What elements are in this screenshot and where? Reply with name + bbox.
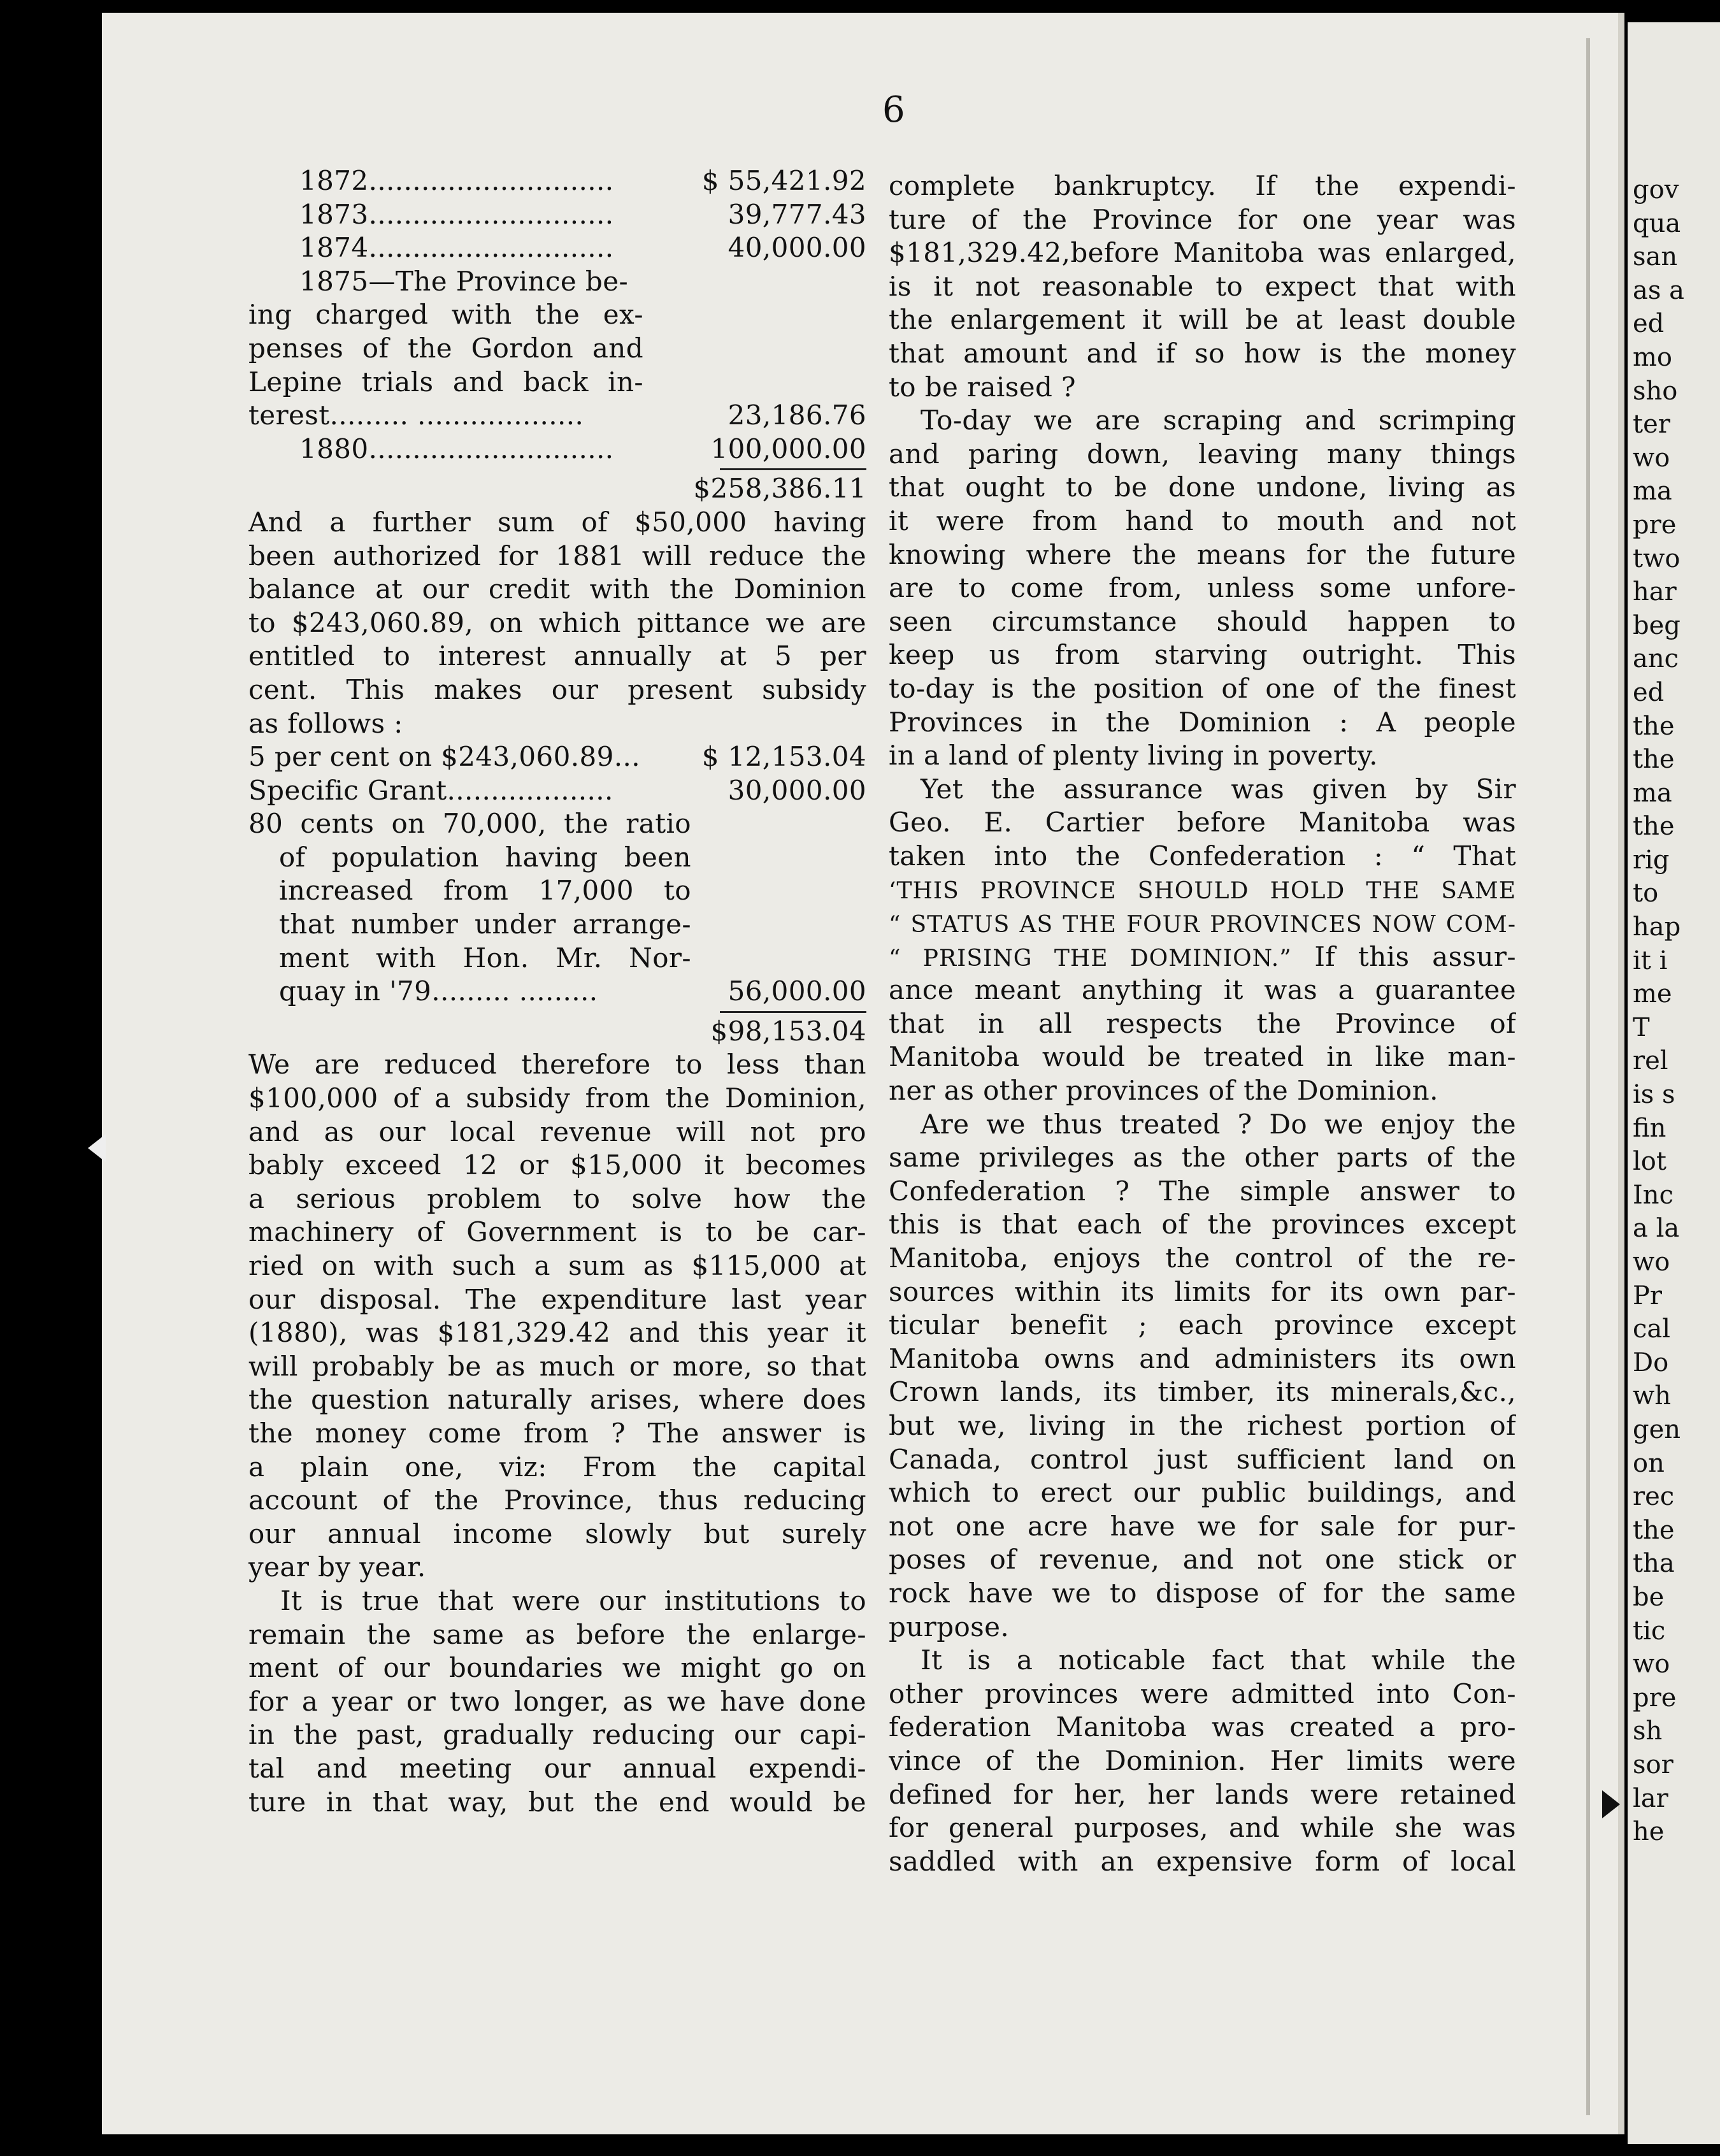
- text-line: It is true that were our institutions to: [280, 1585, 866, 1616]
- interest-row: terest......... ................... 23,186.76: [248, 399, 866, 431]
- edge-fragment: tic: [1633, 1616, 1666, 1646]
- edge-fragment: two: [1633, 543, 1681, 573]
- right-margin-arrow-icon: [1602, 1790, 1620, 1818]
- text-line: ticular benefit ; each province except: [889, 1309, 1516, 1341]
- edge-fragment: as a: [1633, 275, 1684, 305]
- text-line: to $243,060.89, on which pittance we are: [248, 607, 866, 638]
- row-label: [248, 231, 675, 265]
- text-line: which to erect our public buildings, and: [889, 1477, 1516, 1509]
- edge-fragment: cal: [1633, 1314, 1671, 1344]
- text-line: ried on with such a sum as $115,000 at: [248, 1250, 866, 1281]
- edge-fragment: san: [1633, 242, 1678, 272]
- text-line: and paring down, leaving many things: [889, 438, 1516, 470]
- text-line: 1875—The Province be-: [299, 265, 629, 297]
- edge-fragment: mo: [1633, 342, 1673, 372]
- edge-fragment: be: [1633, 1582, 1665, 1612]
- text-line: machinery of Government is to be car-: [248, 1216, 866, 1248]
- quotation-end-line: “ PRISING THE DOMINION.” If this assur-: [889, 940, 1516, 972]
- edge-fragment: is s: [1633, 1080, 1675, 1110]
- text-line: ture of the Province for one year was: [889, 203, 1516, 235]
- text-line: account of the Province, thus reducing: [248, 1484, 866, 1516]
- edge-fragment: gov: [1633, 175, 1679, 205]
- text-line: a plain one, viz: From the capital: [248, 1451, 866, 1483]
- text-line: purpose.: [889, 1611, 1010, 1642]
- total-rule: [248, 466, 866, 472]
- edge-fragment: T: [1633, 1012, 1650, 1042]
- text-line: It is a noticable fact that while the: [921, 1644, 1516, 1676]
- edge-fragment: a la: [1633, 1214, 1680, 1244]
- edge-fragment: rel: [1633, 1046, 1668, 1076]
- paragraph: [889, 404, 1516, 773]
- text-line: tal and meeting our annual expendi-: [248, 1752, 866, 1784]
- row-amount: $ 55,421.92: [701, 165, 866, 196]
- page-gutter: [1586, 38, 1590, 2115]
- text-line: [889, 873, 1516, 907]
- text-line: for general purposes, and while she was: [889, 1812, 1516, 1844]
- edge-fragment: tha: [1633, 1549, 1675, 1579]
- text-line: Provinces in the Dominion : A people: [889, 706, 1516, 738]
- row-amount: $ 12,153.04: [701, 741, 866, 773]
- text-line: is it not reasonable to expect that with: [889, 270, 1516, 302]
- text-line: To-day we are scraping and scrimping: [921, 405, 1516, 436]
- text-line: ture in that way, but the end would be: [248, 1786, 866, 1818]
- text-line: ing charged with the ex-: [248, 299, 643, 331]
- text-line: penses of the Gordon and: [248, 332, 643, 364]
- text-line: complete bankruptcy. If the expendi-: [889, 170, 1516, 201]
- table-row: [248, 774, 866, 808]
- text-line: Manitoba owns and administers its own: [889, 1342, 1516, 1374]
- edge-fragment: the: [1633, 711, 1675, 741]
- dot-leader: ............................: [368, 165, 614, 196]
- text-line: Are we thus treated ? Do we enjoy the: [921, 1108, 1516, 1140]
- quotation: [889, 873, 1516, 940]
- edge-fragment: ma: [1633, 477, 1672, 507]
- text-line: to-day is the position of one of the finest: [889, 672, 1516, 704]
- text-line: sources within its limits for its own par-: [889, 1276, 1516, 1307]
- edge-fragment: lot: [1633, 1147, 1666, 1177]
- edge-fragment: pre: [1633, 1683, 1677, 1713]
- text-line: knowing where the means for the future: [889, 538, 1516, 570]
- edge-fragment: rec: [1633, 1482, 1675, 1512]
- edge-fragment: sor: [1633, 1750, 1673, 1779]
- text-line: defined for her, her lands were retained: [889, 1778, 1516, 1810]
- text-line: Confederation ? The simple answer to: [889, 1175, 1516, 1207]
- text-line: $100,000 of a subsidy from the Dominion,: [248, 1082, 866, 1114]
- edge-fragment: lar: [1633, 1783, 1668, 1813]
- paragraph: [889, 773, 1516, 873]
- text-line: same privileges as the other parts of the: [889, 1142, 1516, 1174]
- total-rule: [248, 1009, 866, 1015]
- text-line: the question naturally arises, where does: [248, 1384, 866, 1416]
- paragraph: [889, 1644, 1516, 1878]
- left-margin-arrow-icon: [88, 1134, 106, 1162]
- text-line: that number under arrange-: [279, 909, 691, 940]
- text-line: as follows :: [248, 707, 403, 739]
- edge-fragment: ter: [1633, 410, 1670, 440]
- note-1875: [248, 265, 866, 399]
- text-line: Manitoba would be treated in like man-: [889, 1041, 1516, 1073]
- text-line: will probably be as much or more, so that: [248, 1350, 866, 1382]
- edge-fragment: har: [1633, 577, 1677, 607]
- edge-fragment: wo: [1633, 443, 1670, 473]
- text-line: in the past, gradually reducing our capi-: [248, 1719, 866, 1751]
- edge-fragment: on: [1633, 1448, 1665, 1478]
- paragraph: [248, 1048, 866, 1585]
- row-label-text: 1873: [299, 198, 369, 230]
- text-line: remain the same as before the enlarge-: [248, 1618, 866, 1650]
- table-row: [248, 198, 866, 232]
- edge-fragment: to: [1633, 879, 1659, 909]
- edge-fragment: sho: [1633, 376, 1678, 406]
- text-line: it were from hand to mouth and not: [889, 505, 1516, 536]
- text-line: ment with Hon. Mr. Nor-: [279, 942, 691, 974]
- edge-fragment: ed: [1633, 677, 1665, 707]
- text-line: not one acre have we for sale for pur-: [889, 1510, 1516, 1542]
- cents-note: [248, 807, 866, 975]
- text-line: in a land of plenty living in poverty.: [889, 740, 1378, 772]
- edge-fragment: wh: [1633, 1381, 1671, 1411]
- edge-fragment: hap: [1633, 912, 1681, 942]
- table-row: [248, 231, 866, 265]
- text-line: and as our local revenue will not pro: [248, 1116, 866, 1147]
- text-line: of population having been: [279, 841, 691, 873]
- edge-fragment: rig: [1633, 845, 1670, 875]
- total-row-2: $98,153.04: [710, 1015, 866, 1047]
- row-label: [248, 740, 675, 774]
- paragraph: [889, 974, 1516, 1107]
- right-column: [889, 169, 1516, 1878]
- row-amount: 30,000.00: [727, 774, 866, 806]
- text-line: that amount and if so how is the money: [889, 337, 1516, 369]
- edge-fragment: qua: [1633, 208, 1681, 238]
- text-line: ance meant anything it was a guarantee: [889, 974, 1516, 1006]
- paragraph: [248, 1585, 866, 1819]
- text-line: Manitoba, enjoys the control of the re-: [889, 1242, 1516, 1274]
- text-line: taken into the Confederation : “ That: [889, 840, 1516, 872]
- row-label-text: 5 per cent on $243,060.89...: [248, 741, 641, 773]
- text-line: ner as other provinces of the Dominion.: [889, 1075, 1438, 1107]
- subsidy-table-1: [248, 164, 866, 265]
- text-line: other provinces were admitted into Con-: [889, 1678, 1516, 1709]
- text-line: a serious problem to solve how the: [248, 1182, 866, 1214]
- edge-fragment: sh: [1633, 1716, 1663, 1746]
- text-line: year by year.: [248, 1551, 426, 1583]
- small-caps-text: “ STATUS AS THE FOUR PROVINCES NOW COM-: [889, 912, 1516, 938]
- text-line: [889, 907, 1516, 940]
- small-caps-text: ‘THIS PROVINCE SHOULD HOLD THE SAME: [889, 878, 1516, 905]
- paragraph: [889, 169, 1516, 404]
- edge-fragment: wo: [1633, 1247, 1670, 1277]
- text-line: ment of our boundaries we might go on: [248, 1652, 866, 1684]
- text-line: keep us from starving outright. This: [889, 639, 1516, 671]
- paragraph: [889, 1108, 1516, 1644]
- text-line: cent. This makes our present subsidy: [248, 673, 866, 705]
- edge-fragment: ed: [1633, 309, 1665, 339]
- row-label-text: Specific Grant...................: [248, 774, 613, 806]
- text-line: Canada, control just sufficient land on: [889, 1443, 1516, 1475]
- dot-leader: ............................: [368, 198, 614, 230]
- edge-fragment: the: [1633, 812, 1675, 842]
- row-label-text: 1874: [299, 232, 369, 264]
- facing-page-fragments: [1628, 173, 1720, 1849]
- total-row-1: $258,386.11: [693, 473, 866, 505]
- edge-fragment: wo: [1633, 1649, 1670, 1679]
- text-line: for a year or two longer, as we have done: [248, 1685, 866, 1717]
- text-line: that in all respects the Province of: [889, 1007, 1516, 1039]
- text-line: our annual income slowly but surely: [248, 1518, 866, 1549]
- text-line: to be raised ?: [889, 371, 1076, 403]
- text-line: Yet the assurance was given by Sir: [921, 773, 1516, 805]
- edge-fragment: pre: [1633, 510, 1677, 540]
- edge-fragment: the: [1633, 745, 1675, 775]
- text-line: (1880), was $181,329.42 and this year it: [248, 1317, 866, 1349]
- edge-fragment: anc: [1633, 644, 1679, 674]
- page-number: 6: [882, 89, 905, 131]
- text-line: entitled to interest annually at 5 per: [248, 640, 866, 672]
- row-1880: 1880............................ 100,000.00: [299, 433, 866, 464]
- dot-leader: ............................: [368, 232, 614, 264]
- text-line: the enlargement it will be at least double: [889, 304, 1516, 336]
- row-label-text: 1872: [299, 165, 369, 196]
- row-amount: 40,000.00: [727, 232, 866, 264]
- edge-fragment: gen: [1633, 1414, 1681, 1444]
- text-line: We are reduced therefore to less than: [248, 1049, 866, 1081]
- text-line: 80 cents on 70,000, the ratio: [248, 808, 691, 840]
- edge-fragment: fin: [1633, 1113, 1666, 1143]
- edge-fragment: ma: [1633, 778, 1672, 808]
- text-line: that ought to be done undone, living as: [889, 471, 1516, 503]
- edge-fragment: the: [1633, 1515, 1675, 1545]
- row-amount: 39,777.43: [727, 198, 866, 230]
- edge-fragment: Inc: [1633, 1180, 1673, 1210]
- text-line: poses of revenue, and not one stick or: [889, 1544, 1516, 1576]
- text-line: $181,329.42,before Manitoba was enlarged,: [889, 237, 1516, 269]
- text-line: Crown lands, its timber, its minerals,&c.,: [889, 1376, 1516, 1408]
- text-line: saddled with an expensive form of local: [889, 1845, 1516, 1877]
- edge-fragment: Do: [1633, 1348, 1669, 1377]
- table-row: [248, 740, 866, 774]
- text-line: balance at our credit with the Dominion: [248, 573, 866, 605]
- text-line: bably exceed 12 or $15,000 it becomes: [248, 1149, 866, 1181]
- text-line: Lepine trials and back in-: [248, 366, 643, 398]
- text-line: our disposal. The expenditure last year: [248, 1283, 866, 1315]
- quay-row: quay in '79......... ......... 56,000.00: [279, 975, 866, 1007]
- row-label: [248, 198, 675, 232]
- edge-fragment: he: [1633, 1817, 1665, 1847]
- edge-fragment: it i: [1633, 945, 1668, 975]
- text-line: this is that each of the provinces except: [889, 1209, 1516, 1240]
- subsidy-table-2: [248, 740, 866, 807]
- text-line: but we, living in the richest portion of: [889, 1409, 1516, 1441]
- text-line: rock have we to dispose of for the same: [889, 1577, 1516, 1609]
- text-line: the money come from ? The answer is: [248, 1417, 866, 1449]
- edge-fragment: me: [1633, 979, 1672, 1009]
- text-line: are to come from, unless some unfore-: [889, 572, 1516, 604]
- text-line: increased from 17,000 to: [279, 875, 691, 907]
- edge-fragment: Pr: [1633, 1281, 1663, 1311]
- row-label: [248, 164, 675, 198]
- text-line: And a further sum of $50,000 having: [248, 506, 866, 538]
- table-row: [248, 164, 866, 198]
- text-line: seen circumstance should happen to: [889, 605, 1516, 637]
- text-line: been authorized for 1881 will reduce the: [248, 540, 866, 571]
- row-label: [248, 774, 675, 808]
- text-line: vince of the Dominion. Her limits were: [889, 1744, 1516, 1776]
- text-line: federation Manitoba was created a pro-: [889, 1711, 1516, 1743]
- edge-fragment: beg: [1633, 610, 1681, 640]
- left-column: [248, 164, 866, 1819]
- text-line: Geo. E. Cartier before Manitoba was: [889, 807, 1516, 838]
- paragraph: [248, 506, 866, 740]
